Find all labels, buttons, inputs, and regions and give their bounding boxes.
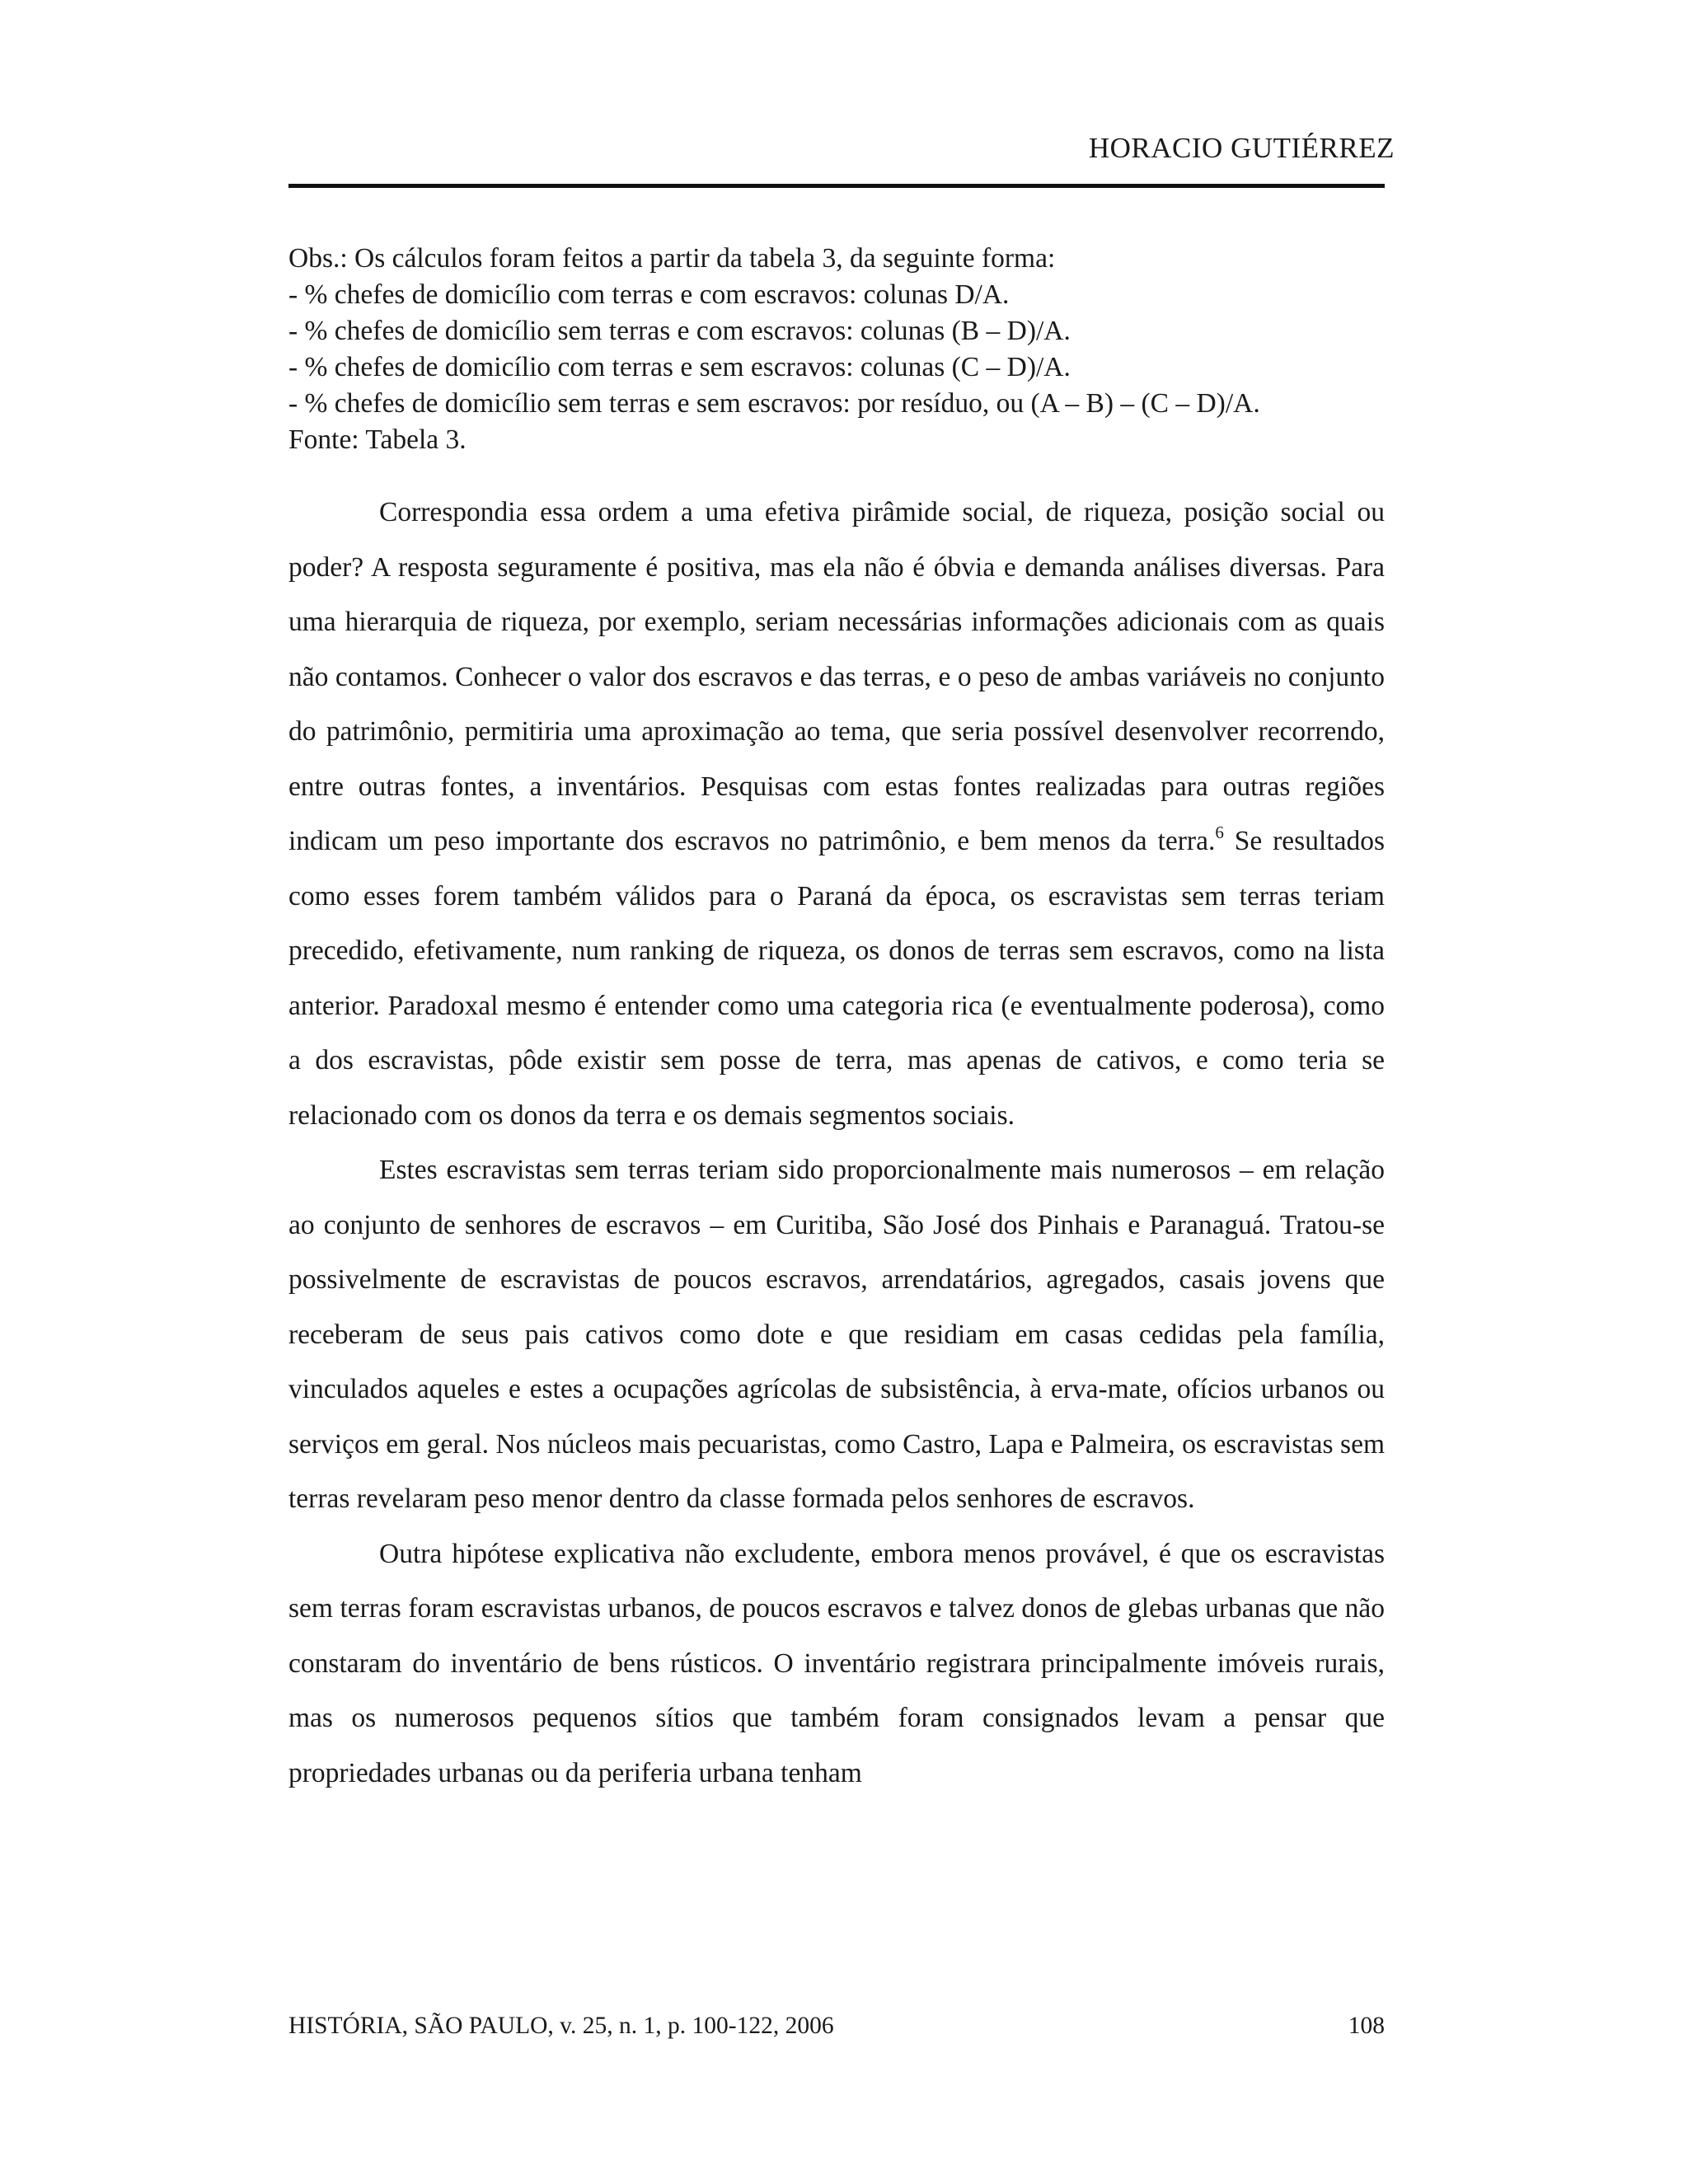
footnote-ref[interactable]: 6 (1215, 823, 1224, 842)
paragraph-1-text: Correspondia essa ordem a uma efetiva pirâmide social, de riqueza, posição social ou poder? A resposta seguramente é positiva, mas ela não é óbvia e demanda análises diversas. Para uma hierarquia de riqueza, por exemplo, seriam necessárias informações adicionais com as quais não contamos. Conhecer o valor dos escravos e das terras, e o peso de ambas variáveis no conjunto do patrimônio, permitiria uma aproximação ao tema, que seria possível desenvolver recorrendo, entre outras fontes, a inventários. Pesquisas com estas fontes realizadas para outras regiões indicam um peso importante dos escravos no patrimônio, e bem menos da terra. (288, 497, 1385, 856)
paragraph-1-text-cont: Se resultados como esses forem também válidos para o Paraná da época, os escravistas sem terras teriam precedido, efetivamente, num ranking de riqueza, os donos de terras sem escravos, como na lista anterior. Paradoxal mesmo é entender como uma categoria rica (e eventualmente poderosa), como a dos escravistas, pôde existir sem posse de terra, mas apenas de cativos, e como teria se relacionado com os donos da terra e os demais segmentos sociais. (288, 826, 1385, 1131)
paragraph-1 (288, 485, 1385, 1143)
header-rule (288, 184, 1385, 188)
paragraph-3: Outra hipótese explicativa não excludente, embora menos provável, é que os escravistas sem terras foram escravistas urbanos, de poucos escravos e talvez donos de glebas urbanas que não constaram do inventário de bens rústicos. O inventário registrara principalmente imóveis rurais, mas os numerosos pequenos sítios que também foram consignados levam a pensar que propriedades urbanas ou da periferia urbana tenham (288, 1538, 1385, 1788)
running-head: HORACIO GUTIÉRREZ (1088, 132, 1395, 164)
paragraph-2: Estes escravistas sem terras teriam sido proporcionalmente mais numerosos – em relação ao conjunto de senhores de escravos – em Curitiba, São José dos Pinhais e Paranaguá. Tratou-se possivelmente de escravistas de poucos escravos, arrendatários, agregados, casais jovens que receberam de seus pais cativos como dote e que residiam em casas cedidas pela família, vinculados aqueles e estes a ocupações agrícolas de subsistência, à erva-mate, ofícios urbanos ou serviços em geral. Nos núcleos mais pecuaristas, como Castro, Lapa e Palmeira, os escravistas sem terras revelaram peso menor dentro da classe formada pelos senhores de escravos. (288, 1155, 1385, 1514)
footer-citation: HISTÓRIA, SÃO PAULO, v. 25, n. 1, p. 100-122, 2006 (288, 2013, 834, 2039)
note-line: - % chefes de domicílio sem terras e com escravos: colunas (B – D)/A. (288, 316, 1071, 346)
table-notes (288, 241, 1385, 458)
document-page (288, 0, 1395, 2184)
note-line: Obs.: Os cálculos foram feitos a partir da tabela 3, da seguinte forma: (288, 243, 1056, 274)
note-line: - % chefes de domicílio com terras e com escravos: colunas D/A. (288, 279, 1010, 310)
note-line: - % chefes de domicílio sem terras e sem escravos: por resíduo, ou (A – B) – (C – D)/A. (288, 388, 1260, 419)
body-text (288, 485, 1385, 1801)
page-number: 108 (1348, 2013, 1385, 2039)
source-line: Fonte: Tabela 3. (288, 424, 467, 455)
note-line: - % chefes de domicílio com terras e sem escravos: colunas (C – D)/A. (288, 352, 1071, 382)
